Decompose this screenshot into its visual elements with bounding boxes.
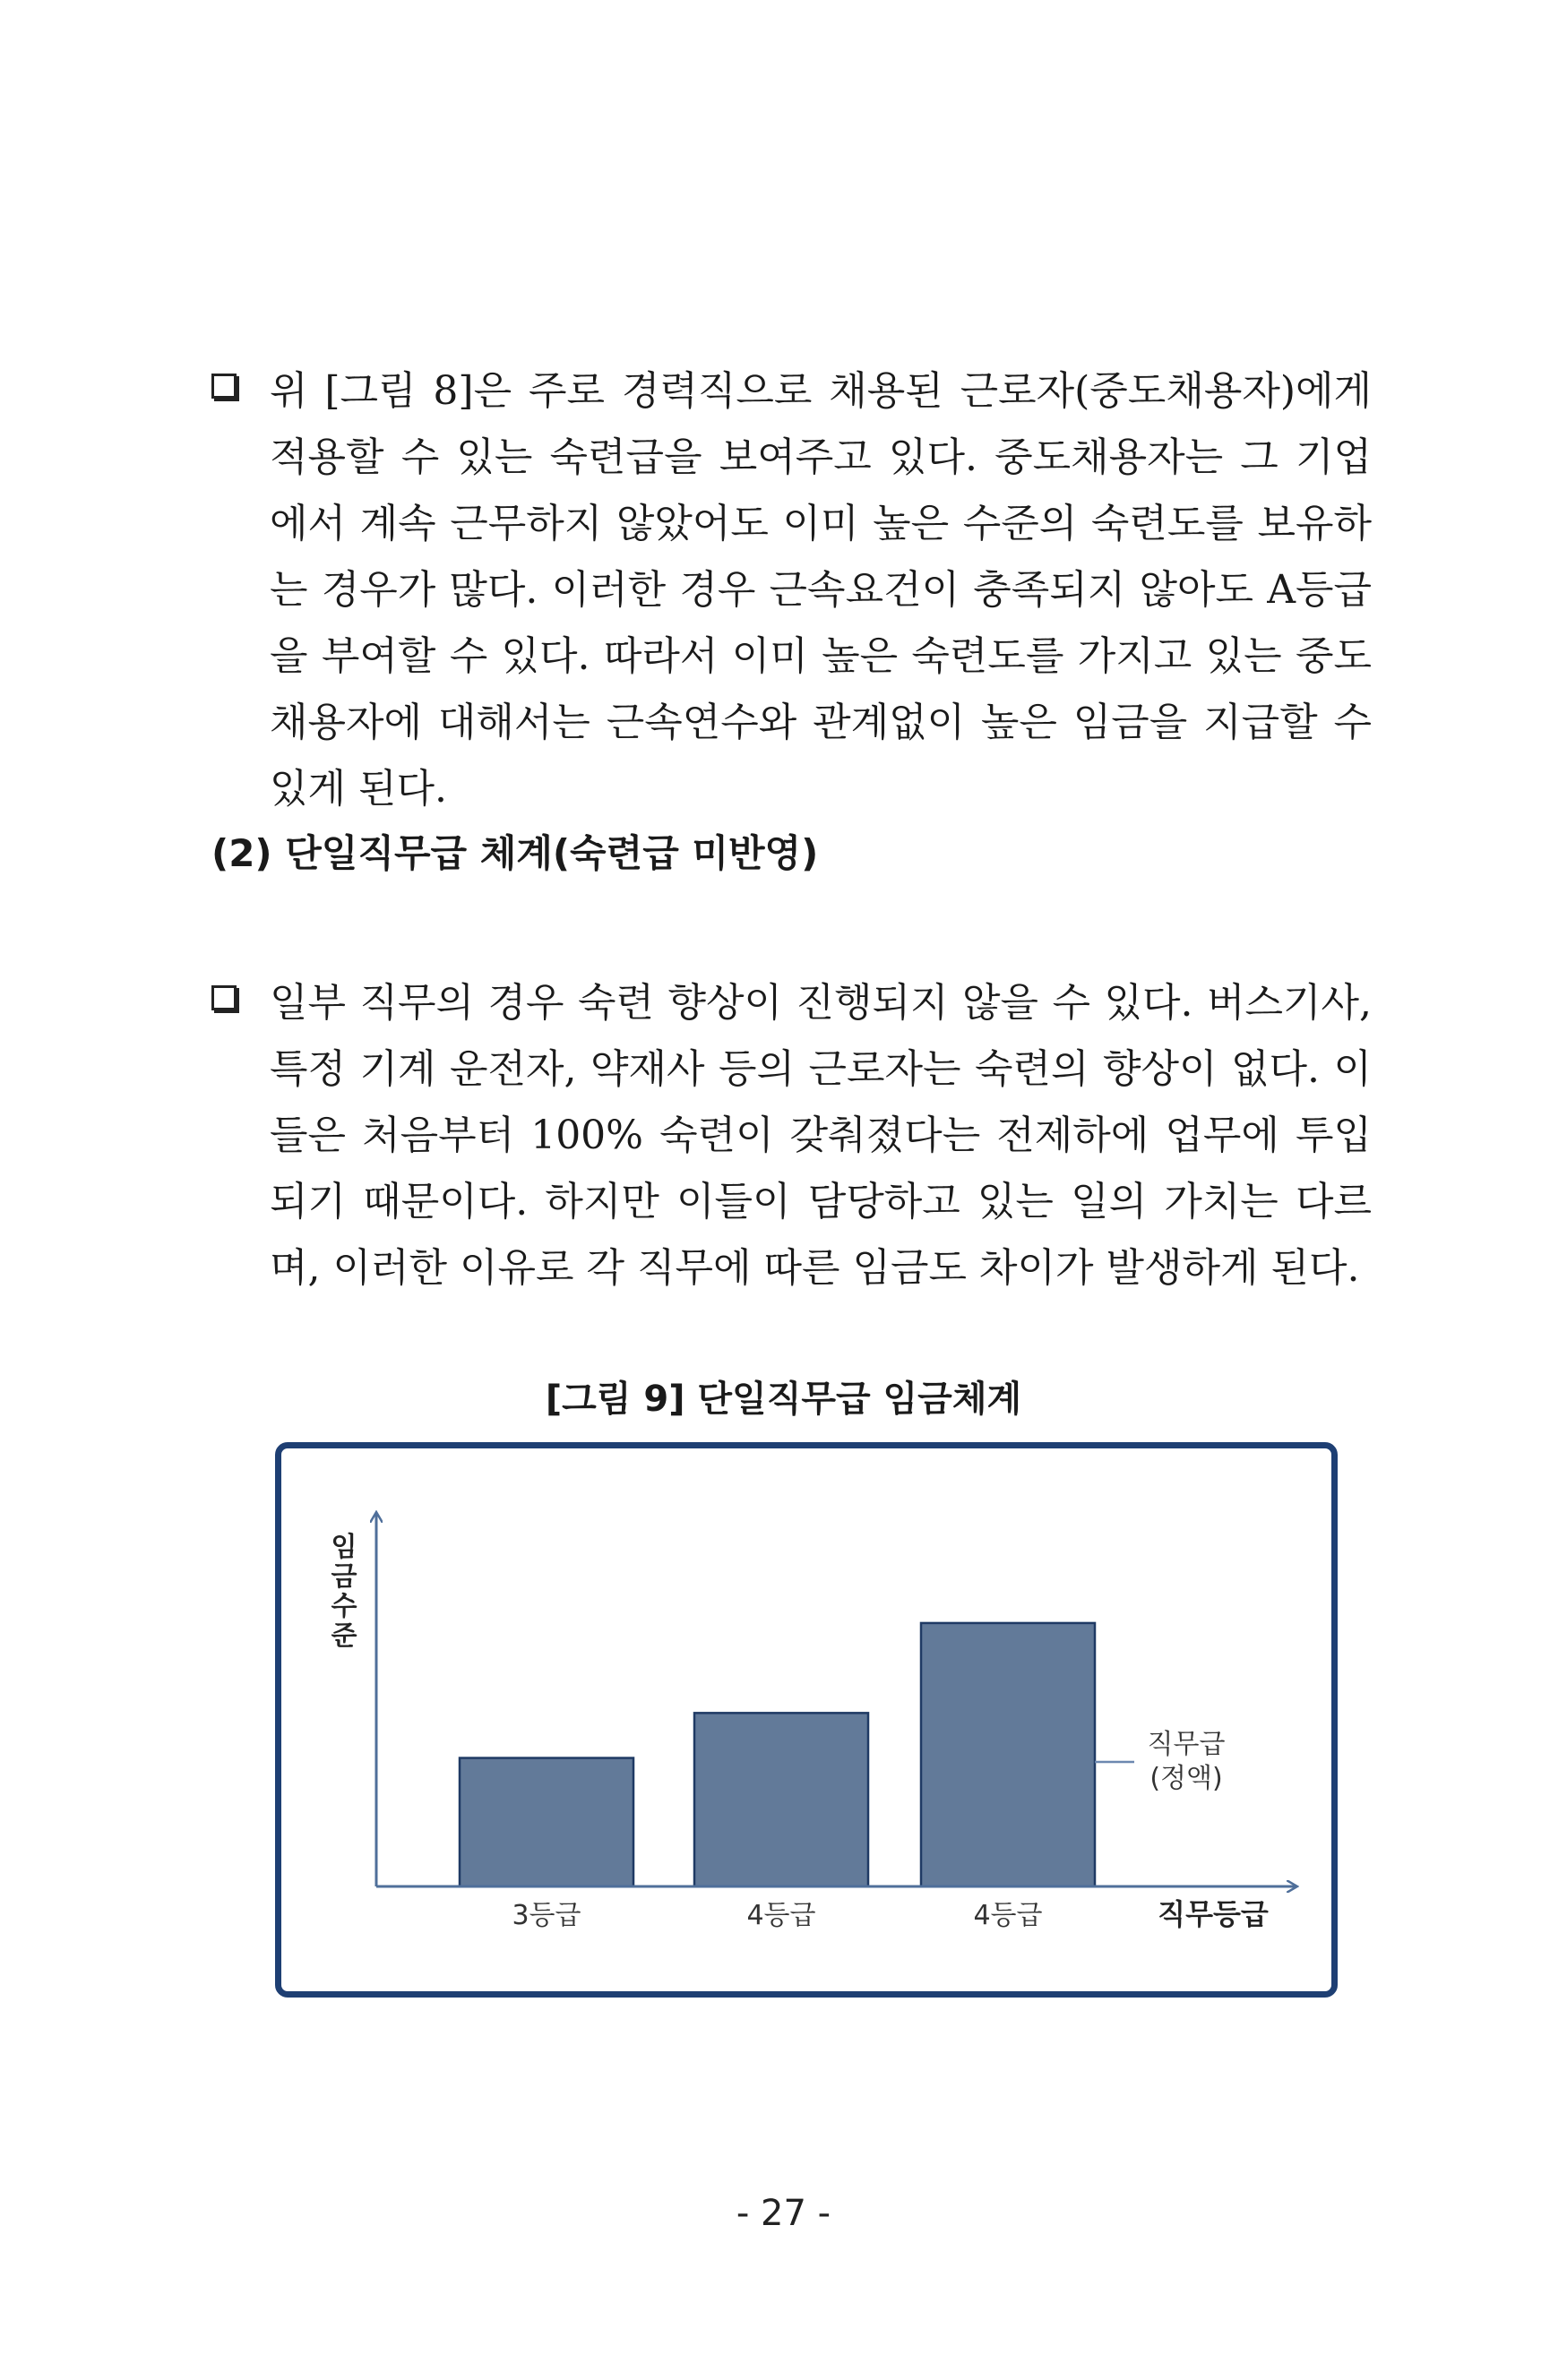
x-axis-label: 직무등급 xyxy=(1158,1897,1269,1931)
bar-1 xyxy=(460,1758,633,1886)
bar-chart xyxy=(281,1448,1331,1991)
x-tick-label: 3등급 xyxy=(512,1900,581,1931)
figure-caption: [그림 9] 단일직무급 임금체계 xyxy=(545,1379,1022,1420)
chart-layer xyxy=(331,1514,1296,1931)
paragraph-text: 위 [그림 8]은 주로 경력직으로 채용된 근로자(중도채용자)에게 적용할 수 있는 숙련급을 보여주고 있다. 중도채용자는 그 기업에서 계속 근무하지 않았어도 이미 높은 수준의 숙련도를 보유하는 경우가 많다. 이러한 경우 근속요건이 충족되지 않아도 A등급을 부여할 수 있다. 따라서 이미 높은 숙련도를 가지고 있는 중도채용자에 대해서는 근속연수와 관계없이 높은 임금을 지급할 수 있게 된다. xyxy=(270,368,1372,812)
annotation-label-line2: (정액) xyxy=(1149,1763,1223,1794)
y-axis-label-char: 금 xyxy=(331,1561,357,1593)
body-paragraph-1 xyxy=(211,358,1372,822)
y-axis-label-char: 수 xyxy=(331,1591,357,1622)
checkbox-bullet-icon xyxy=(211,374,237,399)
checkbox-bullet-icon xyxy=(211,985,237,1010)
body-paragraph-2 xyxy=(211,970,1372,1302)
figure-frame xyxy=(275,1442,1338,1998)
x-tick-label: 4등급 xyxy=(746,1900,816,1931)
bar-3 xyxy=(921,1623,1095,1886)
bar-2 xyxy=(694,1713,868,1886)
page-number: - 27 - xyxy=(736,2193,831,2234)
y-axis-label-char: 임 xyxy=(331,1532,357,1563)
paragraph-text: 일부 직무의 경우 숙련 향상이 진행되지 않을 수 있다. 버스기사, 특정 기계 운전자, 약재사 등의 근로자는 숙련의 향상이 없다. 이들은 처음부터 100% 숙련이 갖춰졌다는 전제하에 업무에 투입되기 때문이다. 하지만 이들이 담당하고 있는 일의 가치는 다르며, 이러한 이유로 각 직무에 따른 임금도 차이가 발생하게 된다. xyxy=(270,980,1372,1291)
y-axis-label xyxy=(331,1532,357,1652)
annotation-label-line1: 직무급 xyxy=(1147,1729,1226,1760)
y-axis-label-char: 준 xyxy=(331,1620,357,1652)
x-tick-label: 4등급 xyxy=(973,1900,1043,1931)
section-heading: (2) 단일직무급 체계(숙련급 미반영) xyxy=(211,831,819,875)
